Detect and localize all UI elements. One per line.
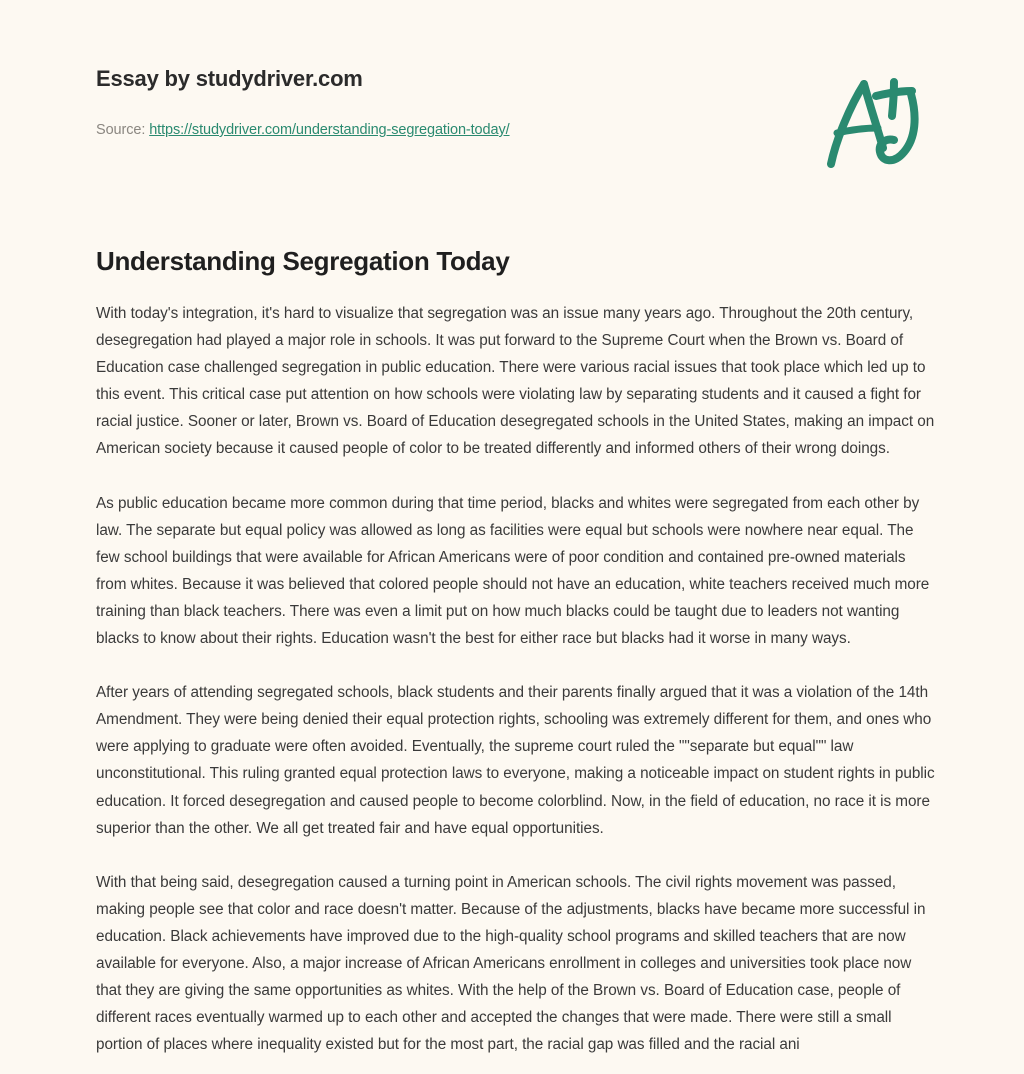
brand-label: Essay by studydriver.com	[96, 66, 363, 91]
page-header	[0, 0, 1024, 190]
page-title: Understanding Segregation Today	[96, 246, 510, 276]
article	[96, 244, 938, 1058]
article-paragraph: After years of attending segregated schools, black students and their parents finally argued that it was a violation of the 14th Amendment. They were being denied their equal protection rights, schooling was extremely different for them, and ones who were applying to graduate were often avoided. Eventually, the supreme court ruled the ""separate but equal"" law unconstitutional. This ruling granted equal protection laws to everyone, making a noticeable impact on student rights in public education. It forced desegregation and caused people to become colorblind. Now, in the field of education, no race it is more superior than the other. We all get treated fair and have equal opportunities.	[96, 684, 935, 837]
a-plus-logo	[812, 68, 936, 172]
article-paragraph: As public education became more common during that time period, blacks and whites were segregated from each other by law. The separate but equal policy was allowed as long as facilities were equal but schools were nowhere near equal. The few school buildings that were available for African Americans were of poor condition and contained pre-owned materials from whites. Because it was believed that colored people should not have an education, white teachers received much more training than black teachers. There was even a limit put on how much blacks could be taught due to leaders not wanting blacks to know about their rights. Education wasn't the best for either race but blacks had it worse in many ways.	[96, 494, 930, 648]
article-paragraph: With today's integration, it's hard to visualize that segregation was an issue many years ago. Throughout the 20th century, desegregation had played a major role in schools. It was put forward to the Supreme Court when the Brown vs. Board of Education case challenged segregation in public education. There were various racial issues that took place which led up to this event. This critical case put attention on how schools were violating law by separating students and it caused a fight for racial justice. Sooner or later, Brown vs. Board of Education desegregated schools in the United States, making an impact on American society because it caused people of color to be treated differently and informed others of their wrong doings.	[96, 305, 935, 458]
source-url-link[interactable]: https://studydriver.com/understanding-segregation-today/	[149, 122, 510, 138]
article-paragraph: With that being said, desegregation caused a turning point in American schools. The civil rights movement was passed, making people see that color and race doesn't matter. Because of the adjustments, blacks have became more successful in education. Black achievements have improved due to the high-quality school programs and skilled teachers that are now available for everyone. Also, a major increase of African Americans enrollment in colleges and universities took place now that they are giving the same opportunities as whites. With the help of the Brown vs. Board of Education case, people of different races eventually warmed up to each other and accepted the changes that were made. There were still a small portion of places where inequality existed but for the most part, the racial gap was filled and the racial ani	[96, 873, 926, 1054]
source-prefix-label: Source:	[96, 122, 150, 138]
a-plus-logo-icon	[812, 68, 936, 172]
source-line	[96, 122, 510, 138]
article-body	[96, 300, 938, 1058]
